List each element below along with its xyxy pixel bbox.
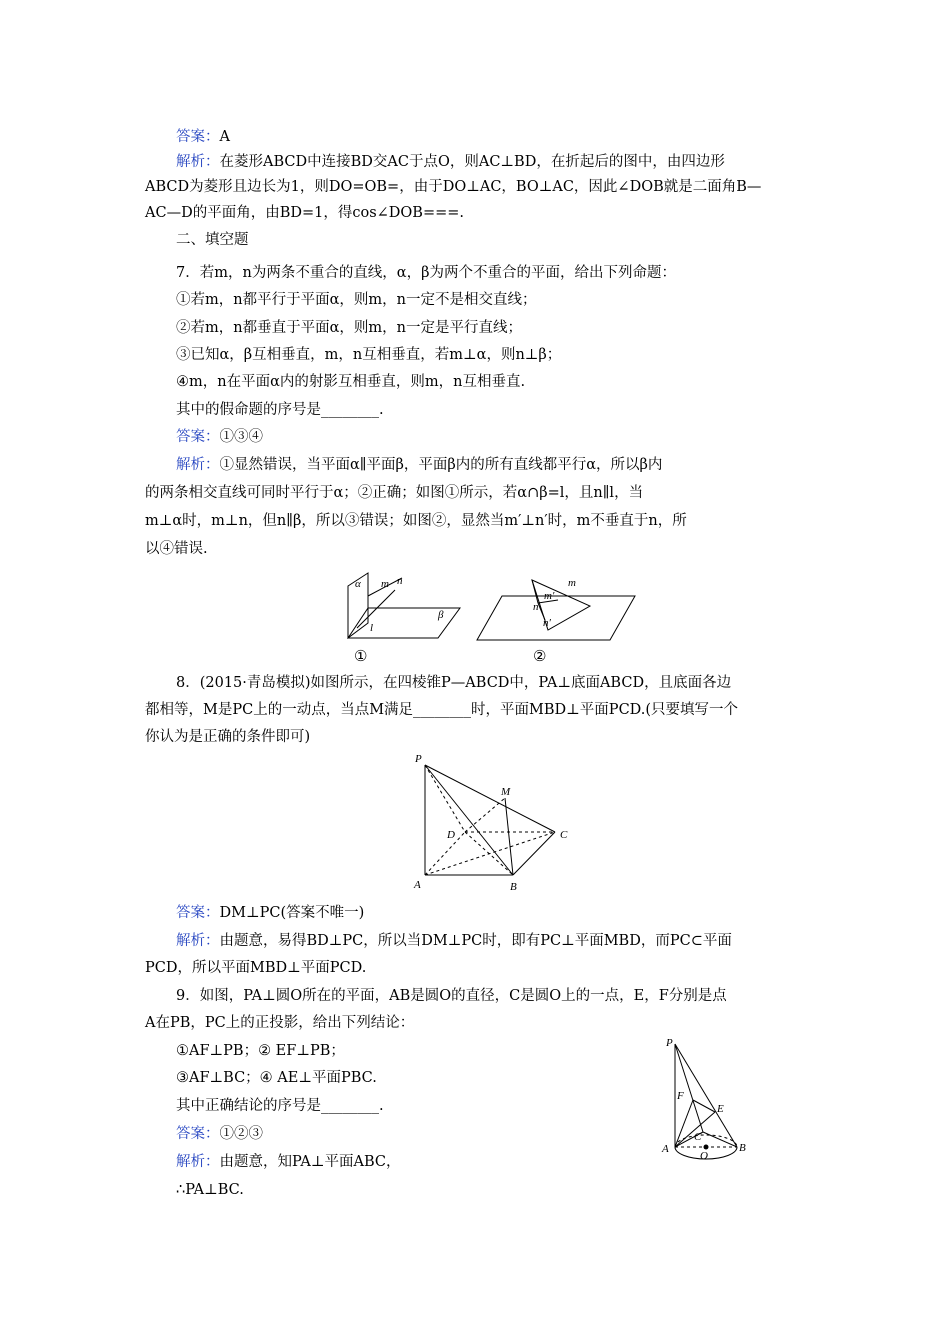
line-n2	[532, 580, 538, 603]
q6-answer	[176, 127, 230, 147]
q9-stem-line-1: 9．如图，PA⊥圆O所在的平面，AB是圆O的直径，C是圆O上的一点，E，F分别是点	[176, 988, 727, 1004]
q8-stem-line-3: 你认为是正确的条件即可)	[145, 729, 311, 745]
q8-analysis-line-1: 解析：由题意，易得BD⊥PC，所以当DM⊥PC时，即有PC⊥平面MBD，而PC⊂平面	[176, 933, 732, 949]
label-l: l	[370, 622, 374, 634]
q9-ask: 其中正确结论的序号是________.	[176, 1098, 384, 1114]
q7-ask: 其中的假命题的序号是________.	[176, 402, 384, 418]
q7-item-1: ①若m，n都平行于平面α，则m，n一定不是相交直线；	[176, 292, 537, 308]
label-A: A	[662, 1143, 669, 1155]
q7-item-3: ③已知α，β互相垂直，m，n互相垂直，若m⊥α，则n⊥β；	[176, 347, 562, 363]
label-fig2: ②	[533, 649, 547, 665]
q6-analysis-line-3: AC—D的平面角，由BD=1，得cos∠DOB===.	[145, 205, 465, 221]
label-n: n	[397, 575, 403, 587]
answer-value: DM⊥PC(答案不唯一)	[219, 905, 365, 921]
label-beta: β	[438, 609, 444, 621]
label-E: E	[717, 1103, 724, 1115]
label-np: n′	[543, 617, 551, 629]
q7-analysis-line-1: 解析：①显然错误，当平面α∥平面β，平面β内的所有直线都平行α，所以β内	[176, 457, 663, 473]
q9-answer	[176, 1124, 263, 1144]
answer-value: ①③④	[219, 429, 263, 445]
label-F: F	[677, 1090, 684, 1102]
line-m	[357, 590, 395, 628]
q8-analysis-line-2: PCD，所以平面MBD⊥平面PCD.	[145, 960, 367, 976]
label-P: P	[415, 753, 422, 765]
answer-label: 答案：	[176, 129, 220, 145]
q7-answer	[176, 427, 263, 447]
q9-analysis-line-2: ∴PA⊥BC.	[176, 1182, 244, 1198]
analysis-label: 解析：	[176, 154, 220, 170]
q8-stem-line-1: 8．(2015·青岛模拟)如图所示，在四棱锥P—ABCD中，PA⊥底面ABCD，且底面各边	[176, 675, 732, 691]
label-O: O	[700, 1150, 708, 1162]
label-A: A	[414, 879, 421, 891]
answer-value: ①②③	[219, 1126, 263, 1142]
q7-analysis-line-4: 以④错误.	[145, 541, 208, 557]
analysis-label: 解析：	[176, 457, 220, 473]
q9-analysis-line-1: 解析：由题意，知PA⊥平面ABC，	[176, 1154, 401, 1170]
answer-value: A	[219, 129, 230, 145]
triangle-2	[532, 580, 590, 630]
q9-item-1: ①AF⊥PB；② EF⊥PB；	[176, 1043, 345, 1059]
label-C: C	[694, 1131, 702, 1143]
q7-analysis-line-3: m⊥α时，m⊥n，但n∥β，所以③错误；如图②，显然当m′⊥n′时，m不垂直于n，所	[145, 513, 687, 529]
analysis-label: 解析：	[176, 1154, 220, 1170]
answer-label: 答案：	[176, 429, 220, 445]
label-m2: m	[568, 577, 576, 589]
label-mp: m′	[544, 590, 555, 602]
label-n2: n	[533, 601, 539, 613]
label-M: M	[501, 786, 511, 798]
label-P: P	[666, 1037, 673, 1049]
center-point-O	[704, 1145, 709, 1150]
q6-analysis-line-2: ABCD为菱形且边长为1，则DO=OB=，由于DO⊥AC，BO⊥AC，因此∠DOB就是二面角B—	[145, 179, 762, 195]
q7-figures	[340, 568, 640, 668]
q7-analysis-line-2: 的两条相交直线可同时平行于α；②正确；如图①所示，若α∩β=l，且n∥l，当	[145, 485, 644, 501]
q7-stem: 7．若m，n为两条不重合的直线，α，β为两个不重合的平面，给出下列命题：	[176, 265, 676, 281]
q8-pyramid-figure	[410, 750, 590, 900]
q7-item-2: ②若m，n都垂直于平面α，则m，n一定是平行直线；	[176, 320, 522, 336]
q8-stem-line-2: 都相等，M是PC上的一动点，当点M满足________时，平面MBD⊥平面PCD.(只要填写一个	[145, 702, 739, 718]
q6-analysis-line-1: 解析：在菱形ABCD中连接BD交AC于点O，则AC⊥BD，在折起后的图中，由四边形	[176, 154, 725, 170]
label-B: B	[510, 881, 517, 893]
plane-2	[477, 596, 635, 640]
analysis-label: 解析：	[176, 933, 220, 949]
label-alpha: α	[355, 578, 361, 590]
q7-item-4: ④m，n在平面α内的射影互相垂直，则m，n互相垂直.	[176, 374, 526, 390]
label-C: C	[560, 829, 568, 841]
label-fig1: ①	[354, 649, 368, 665]
answer-label: 答案：	[176, 1126, 220, 1142]
label-m: m	[381, 578, 389, 590]
q9-stem-line-2: A在PB，PC上的正投影，给出下列结论：	[145, 1015, 415, 1031]
q9-item-2: ③AF⊥BC；④ AE⊥平面PBC.	[176, 1070, 377, 1086]
section-title: 二、填空题	[176, 232, 249, 248]
q8-answer	[176, 903, 364, 923]
q9-cone-figure	[655, 1032, 760, 1162]
label-D: D	[447, 829, 455, 841]
answer-label: 答案：	[176, 905, 220, 921]
label-B: B	[739, 1142, 746, 1154]
